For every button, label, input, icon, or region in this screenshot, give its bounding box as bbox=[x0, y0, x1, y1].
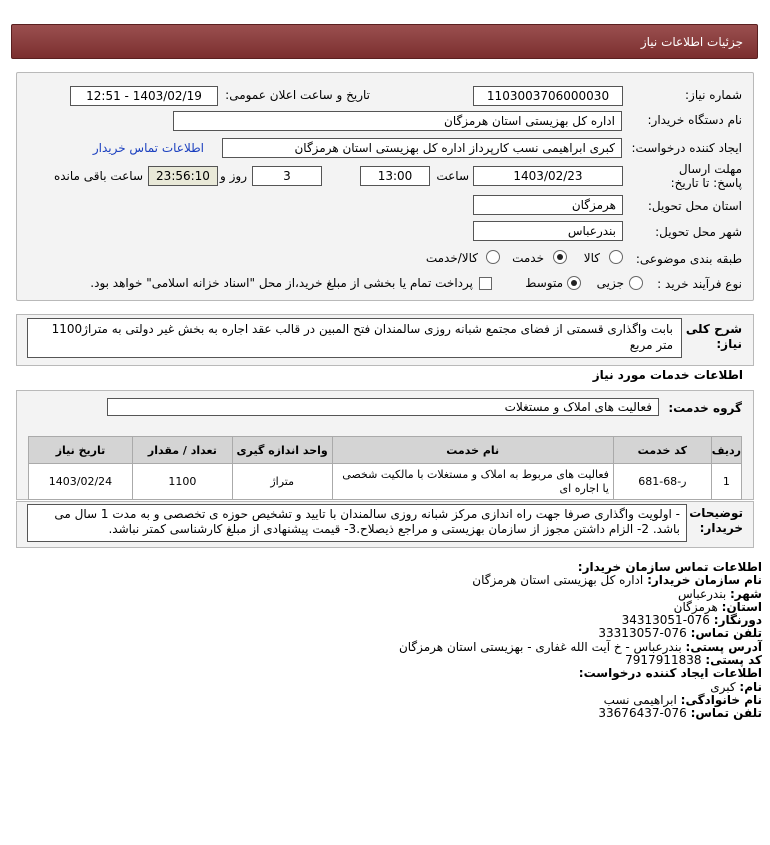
remaining-time-field: 23:56:10 bbox=[148, 166, 218, 186]
treasury-payment-text: پرداخت تمام یا بخشی از مبلغ خرید،از محل "اسناد خزانه اسلامی" خواهد بود. bbox=[90, 276, 473, 290]
announce-label: تاریخ و ساعت اعلان عمومی: bbox=[225, 88, 370, 102]
category-radio-service[interactable] bbox=[553, 250, 567, 264]
col-qty: تعداد / مقدار bbox=[132, 437, 232, 464]
process-option-minor: جزیی bbox=[596, 276, 624, 290]
table-row bbox=[29, 464, 742, 500]
service-group-field: فعالیت های املاک و مستغلات bbox=[107, 398, 659, 416]
province-label: استان محل تحویل: bbox=[647, 199, 742, 213]
city-label: شهر محل تحویل: bbox=[655, 225, 742, 239]
contact-city-value: بندرعباس bbox=[678, 586, 730, 601]
buyer-org-field: اداره کل بهزیستی استان هرمزگان bbox=[173, 111, 622, 131]
col-row: ردیف bbox=[711, 437, 741, 464]
creator-name-value: کبری bbox=[710, 679, 740, 694]
need-number-label: شماره نیاز: bbox=[685, 88, 742, 102]
creator-phone-label: تلفن تماس: bbox=[690, 706, 762, 721]
contact-fax-value: 076-34313051 bbox=[621, 613, 714, 628]
col-code: کد خدمت bbox=[613, 437, 711, 464]
col-unit: واحد اندازه گیری bbox=[232, 437, 332, 464]
process-radio-medium[interactable] bbox=[567, 276, 581, 290]
service-group-label: گروه خدمت: bbox=[668, 401, 742, 415]
days-field: 3 bbox=[252, 166, 322, 186]
creator-label: ایجاد کننده درخواست: bbox=[631, 141, 742, 155]
cell-row: 1 bbox=[711, 464, 741, 500]
contact-address-label: آدرس پستی: bbox=[685, 639, 762, 654]
contact-province-label: استان: bbox=[721, 599, 762, 614]
creator-phone-value: 076-33676437 bbox=[598, 706, 691, 721]
services-table bbox=[28, 436, 742, 500]
contact-postal-value: 7917911838 bbox=[625, 653, 706, 668]
contact-section bbox=[22, 561, 762, 721]
category-option-service: خدمت bbox=[512, 251, 544, 265]
notes-field: - اولویت واگذاری صرفا جهت راه اندازی مرکز شبانه روزی سالمندان با تایید و تشخیص حوزه ی تخصصی و به مدت 1 سال می باشد. 2- الزام داشتن مجوز از سازمان بهزیستی و مراجع ذیصلاح.3- قیمت پیشنهادی از مبلغ کارشناسی کمتر نباشد. bbox=[27, 504, 687, 542]
services-title: اطلاعات خدمات مورد نیاز bbox=[592, 368, 743, 382]
cell-unit: متراژ bbox=[232, 464, 332, 500]
cell-name: فعالیت های مربوط به املاک و مستغلات با مالکیت شخصی یا اجاره ای bbox=[332, 464, 613, 500]
process-radio-minor[interactable] bbox=[629, 276, 643, 290]
need-info-panel bbox=[16, 72, 754, 301]
col-date: تاریخ نیاز bbox=[29, 437, 133, 464]
deadline-date-field: 1403/02/23 bbox=[473, 166, 623, 186]
cell-date: 1403/02/24 bbox=[29, 464, 133, 500]
treasury-payment-checkbox[interactable] bbox=[479, 277, 492, 290]
notes-label: توضیحات خریدار: bbox=[689, 506, 743, 535]
contact-phone-label: تلفن تماس: bbox=[690, 626, 762, 641]
table-header-row bbox=[29, 437, 742, 464]
category-option-goods-service: کالا/خدمت bbox=[425, 251, 478, 265]
contact-fax-label: دورنگار: bbox=[713, 613, 762, 628]
city-field: بندرعباس bbox=[473, 221, 623, 241]
contact-phone-value: 076-33313057 bbox=[598, 626, 691, 641]
page-title: جزئیات اطلاعات نیاز bbox=[640, 35, 743, 49]
contact-address-value: بندرعباس - خ آیت الله غفاری - بهزیستی استان هرمزگان bbox=[398, 639, 686, 654]
col-name: نام خدمت bbox=[332, 437, 613, 464]
need-number-field: 1103003706000030 bbox=[473, 86, 623, 106]
creator-field: کبری ابراهیمی نسب کارپرداز اداره کل بهزیستی استان هرمزگان bbox=[222, 138, 622, 158]
contact-title: اطلاعات تماس سازمان خریدار: bbox=[577, 560, 762, 574]
cell-code: ر-68-681 bbox=[613, 464, 711, 500]
announce-datetime-field: 1403/02/19 - 12:51 bbox=[70, 86, 218, 106]
deadline-time-label: ساعت bbox=[436, 169, 469, 183]
process-label: نوع فرآیند خرید : bbox=[657, 277, 742, 291]
description-label: شرح کلی نیاز: bbox=[685, 322, 742, 351]
process-option-medium: متوسط bbox=[525, 276, 563, 290]
deadline-label: مهلت ارسال پاسخ: تا تاریخ: bbox=[670, 162, 742, 190]
province-field: هرمزگان bbox=[473, 195, 623, 215]
category-label: طبقه بندی موضوعی: bbox=[635, 252, 742, 266]
remaining-label: ساعت باقی مانده bbox=[53, 169, 143, 183]
description-field: بابت واگذاری قسمتی از فضای مجتمع شبانه روزی سالمندان فتح المبین در قالب عقد اجاره به بخش غیر دولتی به متراژ1100 متر مربع bbox=[27, 318, 682, 358]
category-radio-goods-service[interactable] bbox=[486, 250, 500, 264]
deadline-time-field: 13:00 bbox=[360, 166, 430, 186]
contact-postal-label: کد پستی: bbox=[705, 653, 762, 668]
contact-city-label: شهر: bbox=[730, 586, 762, 601]
contact-org-value: اداره کل بهزیستی استان هرمزگان bbox=[472, 573, 648, 588]
category-radio-goods[interactable] bbox=[609, 250, 623, 264]
cell-qty: 1100 bbox=[132, 464, 232, 500]
creator-lastname-label: نام خانوادگی: bbox=[680, 692, 762, 707]
contact-province-value: هرمزگان bbox=[673, 599, 722, 614]
buyer-contact-link[interactable]: اطلاعات تماس خریدار bbox=[92, 141, 204, 155]
creator-info-title: اطلاعات ایجاد کننده درخواست: bbox=[578, 666, 762, 681]
days-label: روز و bbox=[220, 169, 247, 183]
creator-name-label: نام: bbox=[739, 679, 762, 694]
creator-lastname-value: ابراهیمی نسب bbox=[603, 692, 681, 707]
contact-org-label: نام سازمان خریدار: bbox=[647, 573, 762, 588]
page-header bbox=[11, 24, 758, 59]
category-option-goods: کالا bbox=[583, 251, 600, 265]
buyer-org-label: نام دستگاه خریدار: bbox=[647, 113, 742, 127]
